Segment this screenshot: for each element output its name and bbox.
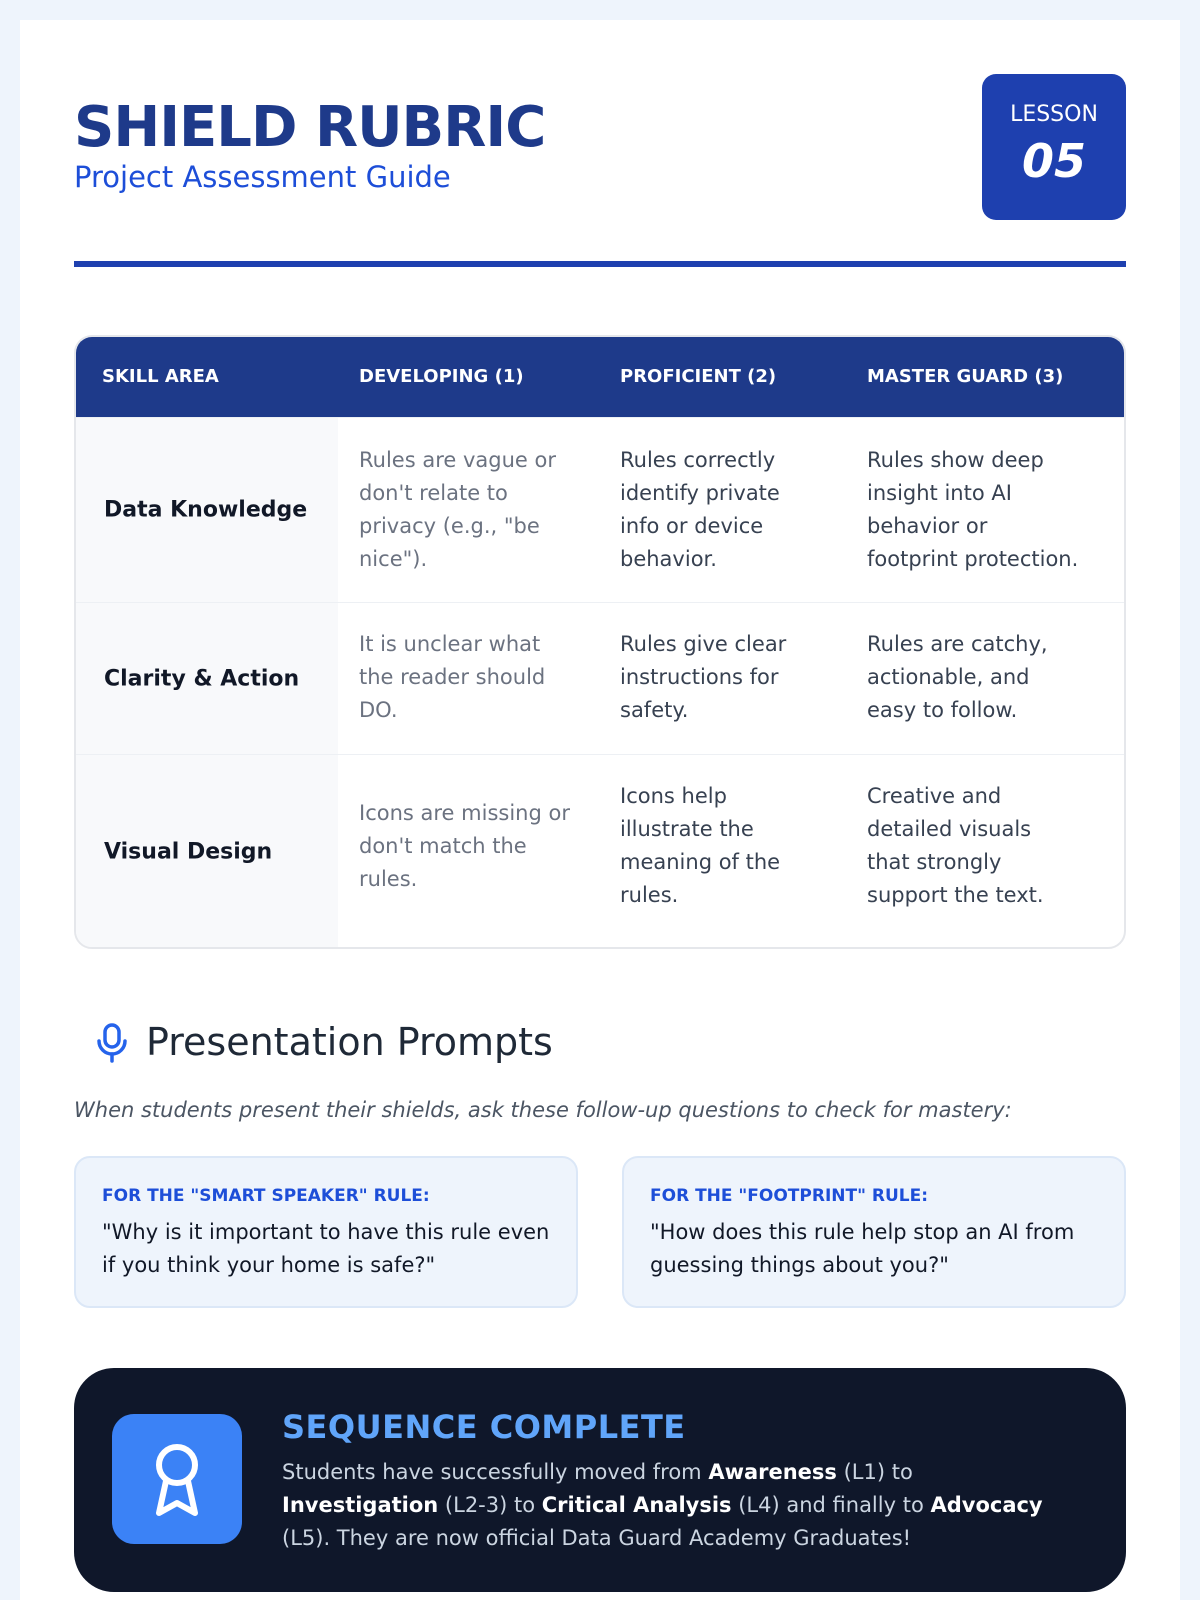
- cell-line: insight into AI: [867, 481, 1012, 505]
- prompt-question: "Why is it important to have this rule even if you think your home is safe?": [102, 1220, 550, 1277]
- section-intro: When students present their shields, ask these follow-up questions to check for mastery:: [74, 1098, 1012, 1122]
- cell-line: behavior.: [620, 547, 717, 571]
- rubric-table: [74, 335, 1126, 949]
- banner-text-part: (L1) to: [836, 1460, 913, 1484]
- column-header-skill-area: SKILL AREA: [102, 366, 219, 387]
- microphone-icon: [95, 1023, 129, 1063]
- column-header-proficient: PROFICIENT (2): [620, 366, 777, 387]
- prompt-question: "How does this rule help stop an AI from guessing things about you?": [650, 1220, 1075, 1277]
- cell-line: privacy (e.g., "be: [359, 514, 540, 538]
- award-tile: [112, 1414, 242, 1544]
- cell-line: Rules correctly: [620, 448, 776, 472]
- skill-cell: [76, 755, 338, 949]
- prompt-label: FOR THE "FOOTPRINT" RULE:: [650, 1186, 929, 1206]
- master-cell: [867, 444, 1078, 576]
- prompt-label: FOR THE "SMART SPEAKER" RULE:: [102, 1186, 430, 1206]
- rubric-page: [20, 20, 1180, 1600]
- lesson-number: 05: [1021, 134, 1086, 188]
- banner-emphasis: Awareness: [708, 1460, 837, 1484]
- skill-label: Clarity & Action: [104, 666, 300, 691]
- sequence-complete-banner: [74, 1368, 1126, 1592]
- lesson-badge: [982, 74, 1126, 220]
- skill-cell: [76, 603, 338, 754]
- cell-line: that strongly: [867, 850, 1002, 874]
- skill-cell: [76, 418, 338, 602]
- cell-line: illustrate the: [620, 817, 754, 841]
- cell-line: identify private: [620, 481, 780, 505]
- developing-cell: [359, 628, 545, 727]
- lesson-label: LESSON: [1010, 102, 1098, 127]
- skill-label: Data Knowledge: [104, 497, 308, 523]
- header-divider: [74, 261, 1126, 267]
- cell-line: behavior or: [867, 514, 988, 538]
- cell-line: don't match the: [359, 834, 527, 858]
- cell-line: rules.: [620, 883, 679, 907]
- developing-cell: [359, 444, 556, 576]
- table-row: [76, 754, 1124, 949]
- cell-line: easy to follow.: [867, 698, 1018, 722]
- rubric-header-row: [76, 337, 1124, 417]
- banner-emphasis: Critical Analysis: [541, 1493, 732, 1517]
- cell-line: don't relate to: [359, 481, 508, 505]
- cell-line: Rules are vague or: [359, 448, 556, 472]
- banner-text-part: (L2-3) to: [438, 1493, 542, 1517]
- master-cell: [867, 628, 1048, 727]
- column-header-developing: DEVELOPING (1): [359, 366, 524, 387]
- cell-line: Icons help: [620, 784, 727, 808]
- banner-text-part: (L5). They are now official Data Guard Academy Graduates!: [282, 1526, 912, 1550]
- table-row: [76, 417, 1124, 602]
- cell-line: safety.: [620, 698, 689, 722]
- banner-text-part: (L4) and finally to: [731, 1493, 931, 1517]
- cell-line: actionable, and: [867, 665, 1030, 689]
- award-ribbon-icon: [149, 1441, 205, 1517]
- page-subtitle: Project Assessment Guide: [74, 160, 451, 194]
- banner-emphasis: Advocacy: [930, 1493, 1043, 1517]
- cell-line: support the text.: [867, 883, 1044, 907]
- cell-line: It is unclear what: [359, 632, 541, 656]
- banner-emphasis: Investigation: [282, 1493, 439, 1517]
- banner-text: [282, 1456, 1072, 1555]
- master-cell: [867, 780, 1044, 912]
- table-row: [76, 602, 1124, 754]
- cell-line: the reader should: [359, 665, 546, 689]
- proficient-cell: [620, 628, 786, 727]
- cell-line: Rules are catchy,: [867, 632, 1048, 656]
- cell-line: detailed visuals: [867, 817, 1032, 841]
- page-title: SHIELD RUBRIC: [74, 95, 546, 160]
- developing-cell: [359, 797, 570, 896]
- cell-line: meaning of the: [620, 850, 781, 874]
- cell-line: info or device: [620, 514, 764, 538]
- cell-line: Icons are missing or: [359, 801, 570, 825]
- banner-text-part: Students have successfully moved from: [282, 1460, 709, 1484]
- column-header-master-guard: MASTER GUARD (3): [867, 366, 1064, 387]
- cell-line: Rules give clear: [620, 632, 787, 656]
- cell-line: rules.: [359, 867, 418, 891]
- skill-label: Visual Design: [104, 839, 273, 865]
- prompt-card-smart-speaker: [74, 1156, 578, 1308]
- cell-line: DO.: [359, 698, 398, 722]
- section-heading: Presentation Prompts: [146, 1020, 553, 1064]
- cell-line: footprint protection.: [867, 547, 1079, 571]
- cell-line: nice").: [359, 547, 428, 571]
- proficient-cell: [620, 444, 780, 576]
- banner-title: SEQUENCE COMPLETE: [282, 1408, 686, 1446]
- prompt-card-footprint: [622, 1156, 1126, 1308]
- cell-line: instructions for: [620, 665, 779, 689]
- cell-line: Creative and: [867, 784, 1002, 808]
- cell-line: Rules show deep: [867, 448, 1044, 472]
- proficient-cell: [620, 780, 780, 912]
